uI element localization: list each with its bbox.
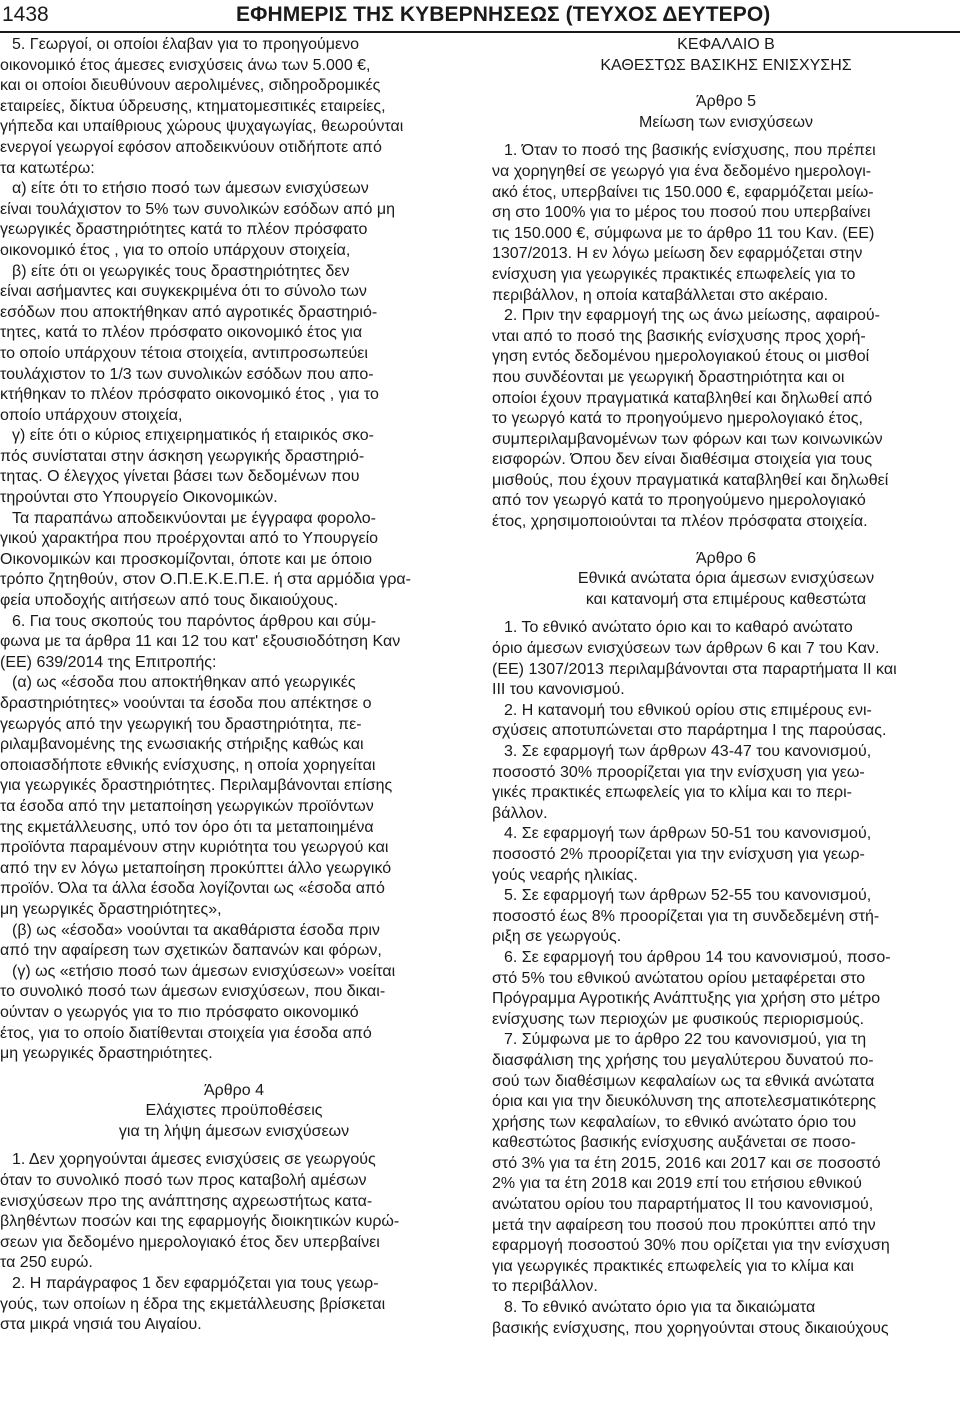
paragraph: γ) είτε ότι ο κύριος επιχειρηματικός ή εταιρικός σκο- πός συνίσταται στην άσκηση γεωργικής δραστηριό- τητας. Ο έλεγχος γίνεται βάσει των δεδομένων που τηρούνται στο Υπουργείο Οικονομικών. <box>0 427 374 507</box>
article-5-heading: Άρθρο 5 Μείωση των ενισχύσεων <box>639 93 813 131</box>
right-column <box>492 35 960 1339</box>
paragraph: 2. Η παράγραφος 1 δεν εφαρμόζεται για τους γεωρ- γούς, των οποίων η έδρα της εκμετάλλευσης βρίσκεται στα μικρά νησιά του Αιγαίου. <box>0 1275 386 1334</box>
paragraph: 1. Το εθνικό ανώτατο όριο και το καθαρό ανώτατο όριο άμεσων ενισχύσεων των άρθρων 6 και 7 του Καν. (ΕΕ) 1307/2013 περιλαμβάνονται στα παραρτήματα ΙΙ και ΙΙΙ του κανονισμού. <box>492 619 897 699</box>
paragraph: α) είτε ότι το ετήσιο ποσό των άμεσων ενισχύσεων είναι τουλάχιστον το 5% των συνολικών εσόδων από μη γεωργικές δραστηριότητες κατά το πλέον πρόσφατο οικονομικό έτος , για το οποίο υπάρχουν στοιχεία, <box>0 180 396 259</box>
paragraph: 6. Σε εφαρμογή του άρθρου 14 του κανονισμού, ποσο- στό 5% του εθνικού ανώτατου ορίου μεταφέρεται στο Πρόγραμμα Αγροτικής Ανάπτυξης για χρήση στο μέτρο ενίσχυσης των περιοχών με φυσικούς περιορισμούς. <box>492 948 891 1028</box>
paragraph: 2. Πριν την εφαρμογή της ως άνω μείωσης, αφαιρού- νται από το ποσό της βασικής ενίσχυσης προς χορή- γηση εντός δεδομένου ημερολογιακού έτους οι μισθοί που συνδέονται με γεωργική δραστηριότητα και οι οποίοι έχουν πραγματικά καταβληθεί και δηλωθεί από το γεωργό κατά το προηγούμενο ημερολογιακό έτος, συμπεριλαμβανομένων των φόρων και των κοινωνικών εισφορών. Όπου δεν είναι διαθέσιμα στοιχεία για τους μισθούς, που έχουν πραγματικά καταβληθεί και δηλωθεί από τον γεωργό κατά το προηγούμενο ημερολογιακό έτος, χρησιμοποιούνται τα πλέον πρόσφατα στοιχεία. <box>492 307 889 531</box>
paragraph: Τα παραπάνω αποδεικνύονται με έγγραφα φορολο- γικού χαρακτήρα που προέρχονται από το Υπουργείο Οικονομικών και προσκομίζονται, όποτε και με όποιο τρόπο ζητηθούν, στον Ο.Π.Ε.Κ.Ε.Π.Ε. ή στα αρμόδια γρα- φεία υποδοχής αιτήσεων από τους δικαιούχους. <box>0 509 411 610</box>
page-number: 1438 <box>2 3 49 26</box>
paragraph: 8. Το εθνικό ανώτατο όριο για τα δικαιώματα βασικής ενίσχυσης, που χορηγούνται στους δικαιούχους <box>492 1299 889 1337</box>
paragraph: 4. Σε εφαρμογή των άρθρων 50-51 του κανονισμού, ποσοστό 2% προορίζεται για την ενίσχυση για γεωρ- γούς νεαρής ηλικίας. <box>492 825 872 884</box>
paragraph: 6. Για τους σκοπούς του παρόντος άρθρου και σύμ- φωνα με τα άρθρα 11 και 12 του κατ' εξουσιοδότηση Καν (ΕΕ) 639/2014 της Επιτροπής: <box>0 612 401 671</box>
paragraph: 2. Η κατανομή του εθνικού ορίου στις επιμέρους ενι- σχύσεις αποτυπώνεται στο παράρτημα Ι της παρούσας. <box>492 701 887 740</box>
paragraph: (α) ως «έσοδα που αποκτήθηκαν από γεωργικές δραστηριότητες» νοούνται τα έσοδα που απέκτησε ο γεωργός από την γεωργική του δραστηριότητα, πε- ριλαμβανομένης της ενωσιακής στήριξης καθώς και οποιασδήποτε εθνικής ενίσχυσης, η οποία χορηγείται για γεωργικές δραστηριότητες. Περιλαμβάνονται επίσης τα έσοδα από την μεταποίηση γεωργικών προϊόντων της εκμετάλλευσης, υπό τον όρο ότι τα μεταποιημένα προϊόντα παραμένουν στην κυριότητα του γεωργού και από την εν λόγω μεταποίηση προκύπτει άλλο γεωργικό προϊόν. Όλα τα άλλα έσοδα λογίζονται ως «έσοδα από μη γεωργικές δραστηριότητες», <box>0 674 393 918</box>
paragraph: 1. Όταν το ποσό της βασικής ενίσχυσης, που πρέπει να χορηγηθεί σε γεωργό για ένα δεδομένο ημερολογι- ακό έτος, υπερβαίνει τις 150.000 €, εφαρμόζεται μείω- ση στο 100% για το μέρος του ποσού που υπερβαίνει τις 150.000 €, σύμφωνα με το άρθρο 11 του Καν. (ΕΕ) 1307/2013. Η εν λόγω μείωση δεν εφαρμόζεται στην ενίσχυση για γεωργικές πρακτικές επωφελείς για το περιβάλλον, η οποία καταβάλλεται στο ακέραιο. <box>492 142 876 304</box>
paragraph: (β) ως «έσοδα» νοούνται τα ακαθάριστα έσοδα πριν από την αφαίρεση των σχετικών δαπανών και φόρων, <box>0 921 382 960</box>
left-column <box>0 35 468 1336</box>
paragraph: 7. Σύμφωνα με το άρθρο 22 του κανονισμού, για τη διασφάλιση της χρήσης του μεγαλύτερου δυνατού πο- σού των διαθέσιμων κεφαλαίων ως τα εθνικά ανώτατα όρια και για την διευκόλυνση της αποτελεσματικότερης χρήσης των κεφαλαίων, το εθνικό ανώτατο όριο του καθεστώτος βασικής ενίσχυσης αυξάνεται σε ποσο- στό 3% για τα έτη 2015, 2016 και 2017 και σε ποσοστό 2% για τα έτη 2018 και 2019 επί του ετήσιου εθνικού ανώτατου ορίου του παραρτήματος ΙΙ του κανονισμού, μετά την αφαίρεση του ποσού που προκύπτει από την εφαρμογή ποσοστού 30% που ορίζεται για την ενίσχυση για γεωργικές πρακτικές επωφελείς για το κλίμα και το περιβάλλον. <box>492 1031 890 1296</box>
paragraph: 3. Σε εφαρμογή των άρθρων 43-47 του κανονισμού, ποσοστό 30% προορίζεται για την ενίσχυση για γεω- γικές πρακτικές επωφελείς για το κλίμα και το περι- βάλλον. <box>492 743 872 822</box>
paragraph: 5. Σε εφαρμογή των άρθρων 52-55 του κανονισμού, ποσοστό έως 8% προορίζεται για τη συνδεδεμένη στή- ριξη σε γεωργούς. <box>492 887 880 946</box>
article-4-heading: Άρθρο 4 Ελάχιστες προϋποθέσεις για τη λήψη άμεσων ενισχύσεων <box>118 1081 350 1140</box>
article-6-heading: Άρθρο 6 Εθνικά ανώτατα όρια άμεσων ενισχύσεων και κατανομή στα επιμέρους καθεστώτα <box>577 549 875 608</box>
paragraph: 1. Δεν χορηγούνται άμεσες ενισχύσεις σε γεωργούς όταν το συνολικό ποσό των προς καταβολή αμέσων ενισχύσεων προ της ανάπτησης αχρεωστήτως κατα- βληθέντων ποσών και της εφαρμογής διοικητικών κυρώ- σεων για δεδομένο ημερολογιακό έτος δεν υπερβαίνει τα 250 ευρώ. <box>0 1151 400 1272</box>
header-divider <box>0 31 960 33</box>
paragraph: 5. Γεωργοί, οι οποίοι έλαβαν για το προηγούμενο οικονομικό έτος άμεσες ενισχύσεις άνω των 5.000 €, και οι οποίοι διευθύνουν αερολιμένες, σιδηροδρομικές εταιρείες, δίκτυα ύδρευσης, κτηματομεσιτικές εταιρείες, γήπεδα και υπαίθριους χώρους ψυχαγωγίας, θεωρούνται ενεργοί γεωργοί εφόσον αποδεικνύουν οτιδήποτε από τα κατωτέρω: <box>0 36 404 177</box>
chapter-heading: ΚΕΦΑΛΑΙΟ Β ΚΑΘΕΣΤΩΣ ΒΑΣΙΚΗΣ ΕΝΙΣΧΥΣΗΣ <box>600 36 852 74</box>
paragraph: (γ) ως «ετήσιο ποσό των άμεσων ενισχύσεων» νοείται το συνολικό ποσό των άμεσων ενισχύσεων, που δικαι- ούνταν ο γεωργός για το πιο πρόσφατο οικονομικό έτος, για το οποίο διατίθενται στοιχεία για έσοδα από μη γεωργικές δραστηριότητες. <box>0 962 396 1063</box>
page-header <box>0 0 960 34</box>
journal-title: ΕΦΗΜΕΡΙΣ ΤΗΣ ΚΥΒΕΡΝΗΣΕΩΣ (ΤΕΥΧΟΣ ΔΕΥΤΕΡΟ) <box>236 3 771 26</box>
paragraph: β) είτε ότι οι γεωργικές τους δραστηριότητες δεν είναι ασήμαντες και συγκεκριμένα ότι το σύνολο των εσόδων που αποκτήθηκαν από αγροτικές δραστηριό- τητες, κατά το πλέον πρόσφατο οικονομικό έτος για το οποίο υπάρχουν τέτοια στοιχεία, αντιπροσωπεύει τουλάχιστον το 1/3 των συνολικών εσόδων που απο- κτήθηκαν το πλέον πρόσφατο οικονομικό έτος , για το οποίο υπάρχουν στοιχεία, <box>0 262 379 424</box>
